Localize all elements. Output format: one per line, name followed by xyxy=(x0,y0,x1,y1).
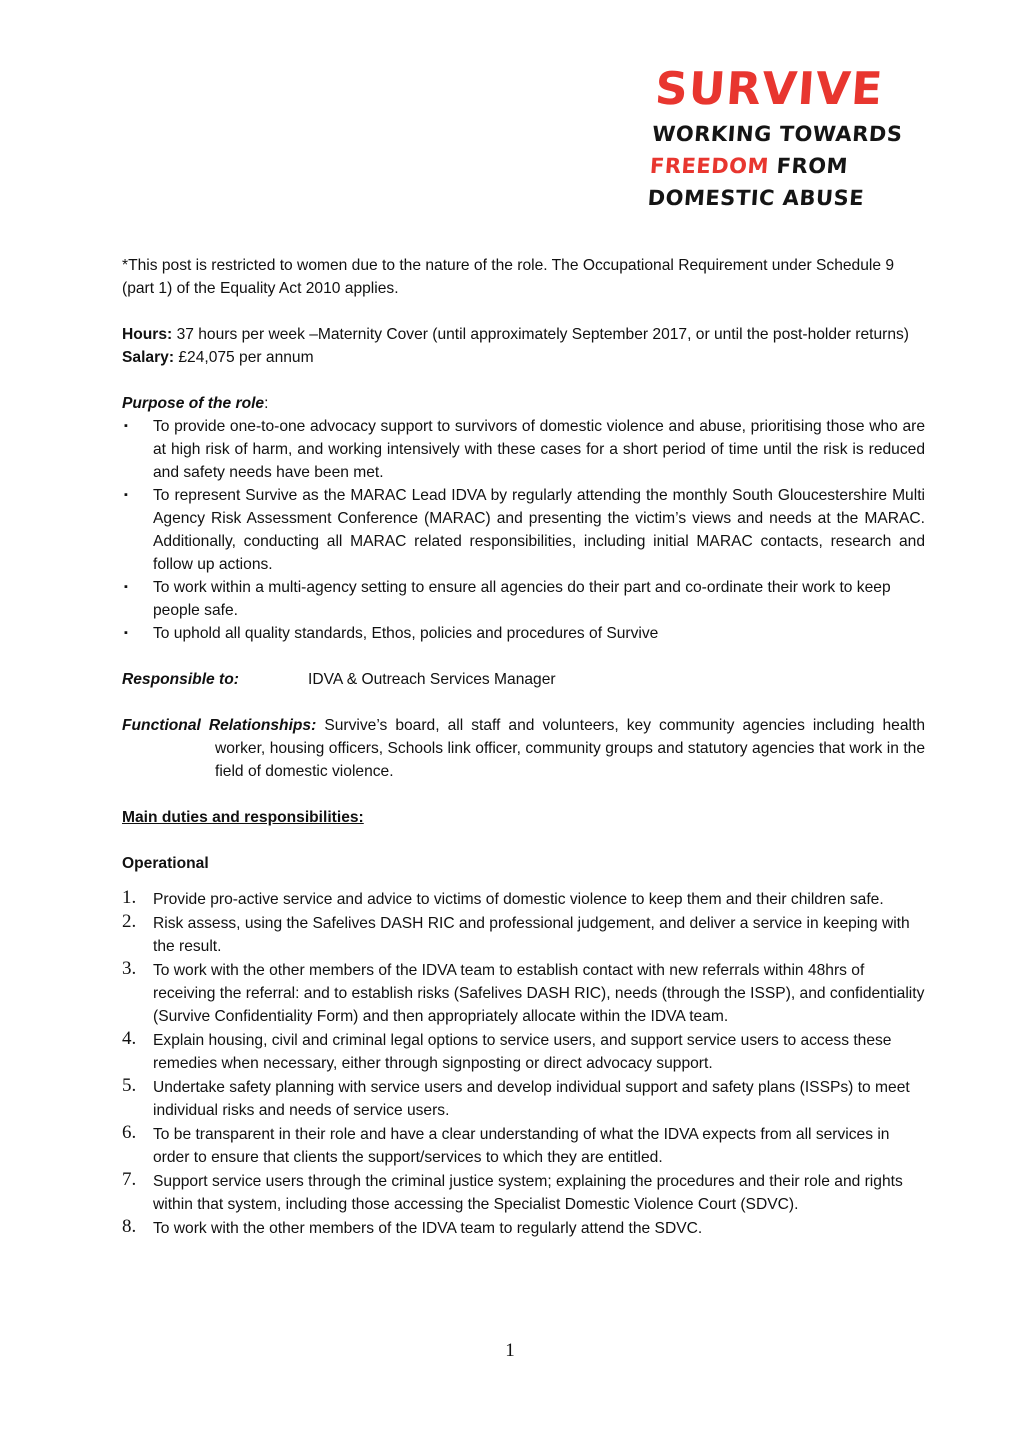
duty-item: 4. Explain housing, civil and criminal legal options to service users, and support service users to access these remedies when necessary, either through signposting or direct advocacy support. xyxy=(122,1028,892,1072)
duty-item: 8. To work with the other members of the IDVA team to regularly attend the SDVC. xyxy=(122,1216,703,1237)
purpose-item: ▪ To uphold all quality standards, Ethos, policies and procedures of Survive xyxy=(122,622,925,645)
duty-item: 1. Provide pro-active service and advice to victims of domestic violence to keep them and their children safe. xyxy=(122,887,884,908)
purpose-item: ▪ To represent Survive as the MARAC Lead IDVA by regularly attending the monthly South Gloucestershire Multi Agency Risk Assessment Conference (MARAC) and presenting the victim’s views and needs at the MARAC. Additionally, conducting all MARAC related responsibilities, including initial MARAC contacts, research and follow up actions. xyxy=(122,484,925,576)
logo-line-2 xyxy=(649,150,926,182)
purpose-list xyxy=(122,415,925,645)
main-duties-heading: Main duties and responsibilities: xyxy=(122,809,364,826)
salary-value: £24,075 per annum xyxy=(174,349,314,366)
purpose-item: ▪ To provide one-to-one advocacy support to survivors of domestic violence and abuse, prioritising those who are at high risk of harm, and working intensively with these cases for a short period of time until the risk is reduced and safety needs have been met. xyxy=(122,415,925,484)
functional-value: Survive’s board, all staff and volunteers, key community agencies including health worker, housing officers, Schools link officer, community groups and statutory agencies that work in the field of domestic violence. xyxy=(215,717,925,780)
hours-label: Hours: xyxy=(122,326,173,343)
page-number: 1 xyxy=(505,1340,515,1361)
bullet-icon: ▪ xyxy=(124,489,128,501)
bullet-icon: ▪ xyxy=(124,627,128,639)
logo-line-2-black: FROM xyxy=(768,154,849,178)
functional-label: Functional Relationships: xyxy=(122,717,317,734)
responsible-to-label: Responsible to: xyxy=(122,671,239,688)
salary-label: Salary: xyxy=(122,349,175,366)
logo-title: SURVIVE xyxy=(653,62,885,115)
responsible-to-line xyxy=(122,668,925,691)
bullet-icon: ▪ xyxy=(124,420,128,432)
logo-line-2-red: FREEDOM xyxy=(649,154,770,178)
hours-value: 37 hours per week –Maternity Cover (until approximately September 2017, or until the post-holder returns) xyxy=(172,326,909,343)
duty-item: 7. Support service users through the criminal justice system; explaining the procedures and their role and rights within that system, including those accessing the Specialist Domestic Violence Court (SDVC). xyxy=(122,1169,903,1213)
responsible-to-value: IDVA & Outreach Services Manager xyxy=(308,671,556,688)
salary-line xyxy=(122,346,925,369)
operational-duties-list xyxy=(122,888,925,1240)
logo-line-3: DOMESTIC ABUSE xyxy=(646,186,865,210)
duty-item: 3. To work with the other members of the IDVA team to establish contact with new referrals within 48hrs of receiving the referral: and to establish risks (Safelives DASH RIC), needs (through the ISSP), and confidentiality (Survive Confidentiality Form) and then appropriately allocate within the IDVA team. xyxy=(122,958,925,1025)
purpose-item: ▪ To work within a multi-agency setting to ensure all agencies do their part and co-ordinate their work to keep people safe. xyxy=(122,576,925,622)
duty-item: 5. Undertake safety planning with service users and develop individual support and safety plans (ISSPs) to meet individual risks and needs of service users. xyxy=(122,1075,910,1119)
purpose-heading: Purpose of the role: xyxy=(122,395,269,412)
hours-line xyxy=(122,323,925,346)
restriction-note: *This post is restricted to women due to the nature of the role. The Occupational Requirement under Schedule 9 (part 1) of the Equality Act 2010 applies. xyxy=(122,257,895,297)
functional-relationships xyxy=(122,714,925,783)
survive-logo xyxy=(647,60,933,214)
operational-heading: Operational xyxy=(122,855,209,872)
duty-item: 6. To be transparent in their role and have a clear understanding of what the IDVA expects from all services in order to ensure that clients the support/services to which they are entitled. xyxy=(122,1122,890,1166)
bullet-icon: ▪ xyxy=(124,581,128,593)
logo-line-1: WORKING TOWARDS xyxy=(651,122,904,146)
document-body xyxy=(122,254,925,1240)
duty-item: 2. Risk assess, using the Safelives DASH RIC and professional judgement, and deliver a service in keeping with the result. xyxy=(122,911,910,955)
